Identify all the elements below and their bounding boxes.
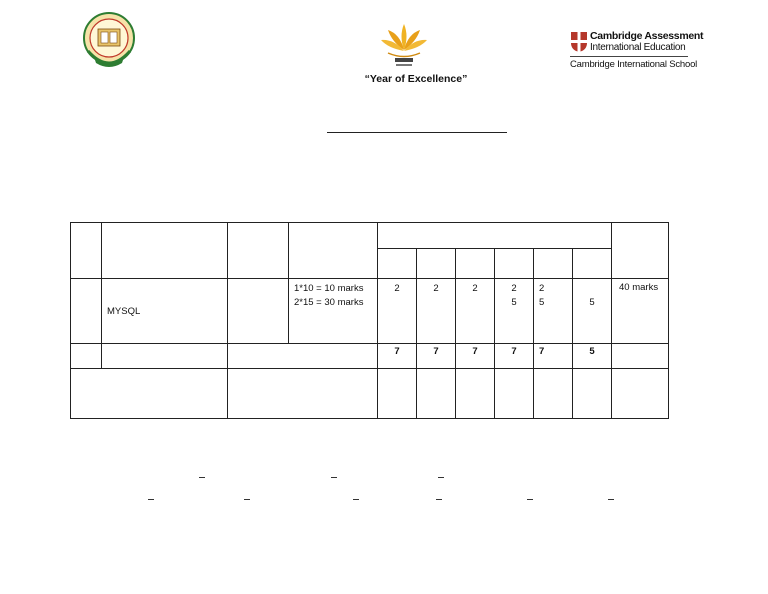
total-marks-cell: 40 marks xyxy=(612,279,669,344)
table-cell xyxy=(417,369,456,419)
subheader-cell xyxy=(534,249,573,279)
subheader-cell xyxy=(378,249,417,279)
table-cell xyxy=(228,369,378,419)
count-value xyxy=(573,282,611,296)
table-cell xyxy=(534,369,573,419)
question-count-cell xyxy=(495,279,534,344)
dash-mark xyxy=(199,477,205,478)
table-header-row xyxy=(71,223,669,249)
sum-cell: 7 xyxy=(417,344,456,369)
table-row xyxy=(71,279,669,344)
table-cell xyxy=(71,279,102,344)
sum-cell: 7 xyxy=(534,344,573,369)
table-cell xyxy=(612,344,669,369)
subheader-cell xyxy=(456,249,495,279)
table-cell xyxy=(573,369,612,419)
count-value: 2 xyxy=(472,283,478,294)
sum-cell: 7 xyxy=(495,344,534,369)
table-cell xyxy=(71,344,102,369)
table-row xyxy=(71,369,669,419)
count-value: 5 xyxy=(511,297,517,308)
question-count-cell xyxy=(534,279,573,344)
table-row xyxy=(71,344,669,369)
question-count-cell xyxy=(378,279,417,344)
count-value: 5 xyxy=(539,297,545,308)
subject-cell: MYSQL xyxy=(102,279,228,344)
cambridge-divider xyxy=(570,56,688,57)
dash-mark xyxy=(148,499,154,500)
cambridge-school-name: Cambridge International School xyxy=(570,59,698,70)
cambridge-logo xyxy=(568,29,704,73)
title-underline xyxy=(327,132,507,133)
count-value: 2 xyxy=(394,283,400,294)
table-cell xyxy=(228,279,289,344)
cambridge-shield-icon xyxy=(570,31,588,53)
count-value: 2 xyxy=(433,283,439,294)
table-cell xyxy=(228,344,378,369)
subheader-cell xyxy=(573,249,612,279)
dash-mark xyxy=(436,499,442,500)
table-cell xyxy=(102,344,228,369)
table-cell xyxy=(495,369,534,419)
header-cell xyxy=(71,223,102,279)
count-value: 2 xyxy=(539,283,545,294)
question-count-cell xyxy=(417,279,456,344)
table-cell xyxy=(378,369,417,419)
header-group-cell xyxy=(378,223,612,249)
subheader-cell xyxy=(417,249,456,279)
header-cell xyxy=(612,223,669,279)
sum-cell: 7 xyxy=(456,344,495,369)
lotus-logo xyxy=(378,20,430,76)
dash-mark xyxy=(331,477,337,478)
question-count-cell xyxy=(456,279,495,344)
marks-cell xyxy=(289,279,378,344)
question-count-cell xyxy=(573,279,612,344)
marks-line: 1*10 = 10 marks xyxy=(294,283,364,294)
dash-mark xyxy=(608,499,614,500)
sum-cell: 5 xyxy=(573,344,612,369)
table-cell xyxy=(612,369,669,419)
header-cell xyxy=(289,223,378,279)
table-cell xyxy=(71,369,228,419)
header-cell xyxy=(102,223,228,279)
blueprint-table xyxy=(70,222,669,419)
tagline: “Year of Excellence” xyxy=(364,73,468,85)
dash-mark xyxy=(438,477,444,478)
cambridge-subtitle: International Education xyxy=(590,42,686,53)
count-value: 5 xyxy=(589,297,595,308)
dash-mark xyxy=(244,499,250,500)
dash-mark xyxy=(353,499,359,500)
dash-mark xyxy=(527,499,533,500)
cbse-logo xyxy=(82,11,136,71)
marks-line: 2*15 = 30 marks xyxy=(294,297,364,308)
count-value: 2 xyxy=(511,283,517,294)
cambridge-name: Cambridge Assessment xyxy=(590,30,704,42)
table-cell xyxy=(456,369,495,419)
header-cell xyxy=(228,223,289,279)
subheader-cell xyxy=(495,249,534,279)
sum-cell: 7 xyxy=(378,344,417,369)
